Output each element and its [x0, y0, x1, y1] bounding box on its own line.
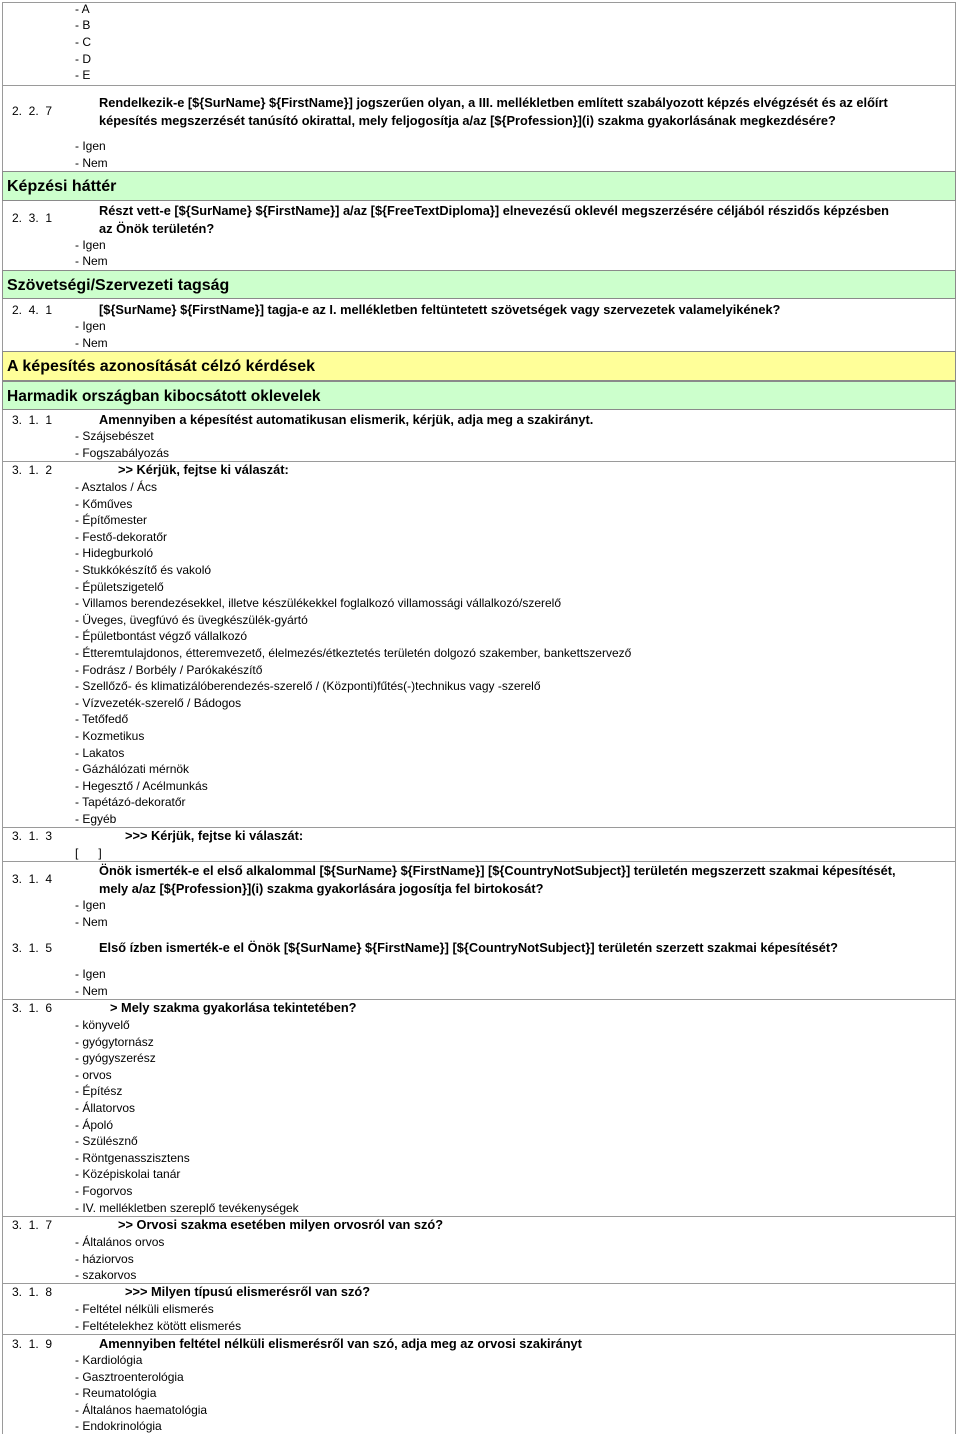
- option-item[interactable]: - Feltétel nélküli elismerés: [75, 1302, 214, 1316]
- option-item[interactable]: - Gázhálózati mérnök: [75, 762, 190, 776]
- option-b[interactable]: - B: [75, 18, 91, 32]
- option-item[interactable]: - Feltételekhez kötött elismerés: [75, 1319, 242, 1333]
- question-number: 3. 1. 7: [12, 1218, 53, 1232]
- option-item[interactable]: - Szellőző- és klimatizálóberendezés-szerelő / (Központi)fűtés(-)technikus vagy -szerelő: [75, 679, 541, 693]
- option-e[interactable]: - E: [75, 68, 91, 82]
- question-number: 3. 1. 4: [12, 872, 53, 886]
- section-header-kepzesi-hatter: Képzési háttér: [2, 171, 956, 201]
- option-item[interactable]: - Általános orvos: [75, 1235, 165, 1249]
- option-item[interactable]: - Épületszigetelő: [75, 580, 164, 594]
- question-text: Rendelkezik-e [${SurName} ${FirstName}] jogszerűen olyan, a III. mellékletben említett szabályozott képzés elvégzését és az előírt: [99, 95, 888, 110]
- question-text: képesítés megszerzését tanúsító okirattal, mely feljogosítja a/az [${Profession}](i) szakma gyakorlásának megkezdésére?: [99, 113, 836, 128]
- option-nem[interactable]: - Nem: [75, 254, 108, 268]
- option-nem[interactable]: - Nem: [75, 336, 108, 350]
- option-igen[interactable]: - Igen: [75, 898, 106, 912]
- question-number: 3. 1. 3: [12, 829, 53, 843]
- question-number: 3. 1. 9: [12, 1337, 53, 1351]
- free-text-input[interactable]: [ ]: [75, 846, 102, 860]
- option-item[interactable]: - Festő-dekoratőr: [75, 530, 168, 544]
- option-item[interactable]: - IV. mellékletben szereplő tevékenységek: [75, 1201, 299, 1215]
- question-number: 2. 3. 1: [12, 211, 53, 225]
- option-igen[interactable]: - Igen: [75, 139, 106, 153]
- question-number: 3. 1. 1: [12, 413, 53, 427]
- option-igen[interactable]: - Igen: [75, 967, 106, 981]
- option-item[interactable]: - Tapétázó-dekoratőr: [75, 795, 186, 809]
- option-item[interactable]: - Kőműves: [75, 497, 133, 511]
- option-fogszabalyozas[interactable]: - Fogszabályozás: [75, 446, 170, 460]
- section-header-szovetsegi-tagsag: Szövetségi/Szervezeti tagság: [2, 270, 956, 299]
- question-text: Önök ismerték-e el első alkalommal [${SurName} ${FirstName}] [${CountryNotSubject}] területén megszerzett szakmai képesítését,: [99, 863, 896, 878]
- option-item[interactable]: - Kardiológia: [75, 1353, 143, 1367]
- option-igen[interactable]: - Igen: [75, 238, 106, 252]
- question-text: Amennyiben feltétel nélküli elismerésről van szó, adja meg az orvosi szakirányt: [99, 1336, 582, 1351]
- option-item[interactable]: - Gasztroenterológia: [75, 1370, 184, 1384]
- question-text: >> Kérjük, fejtse ki válaszát:: [118, 462, 289, 477]
- option-item[interactable]: - Fogorvos: [75, 1184, 133, 1198]
- option-item[interactable]: - orvos: [75, 1068, 112, 1082]
- question-text: >>> Milyen típusú elismerésről van szó?: [125, 1284, 371, 1299]
- option-szajsebeszet[interactable]: - Szájsebészet: [75, 429, 154, 443]
- option-item[interactable]: - gyógyszerész: [75, 1051, 156, 1065]
- option-item[interactable]: - Endokrinológia: [75, 1419, 162, 1433]
- option-d[interactable]: - D: [75, 52, 91, 66]
- question-text: >> Orvosi szakma esetében milyen orvosról van szó?: [118, 1217, 444, 1232]
- option-item[interactable]: - Stukkókészítő és vakoló: [75, 563, 212, 577]
- option-item[interactable]: - Villamos berendezésekkel, illetve készülékekkel foglalkozó villamossági vállalkozó/szerelő: [75, 596, 562, 610]
- option-item[interactable]: - Szülésznő: [75, 1134, 138, 1148]
- option-item[interactable]: - Középiskolai tanár: [75, 1167, 181, 1181]
- option-nem[interactable]: - Nem: [75, 984, 108, 998]
- option-item[interactable]: - Ápoló: [75, 1118, 114, 1132]
- option-item[interactable]: - Építész: [75, 1084, 123, 1098]
- option-item[interactable]: - gyógytornász: [75, 1035, 154, 1049]
- question-text: > Mely szakma gyakorlása tekintetében?: [110, 1000, 357, 1015]
- option-item[interactable]: - Vízvezeték-szerelő / Bádogos: [75, 696, 242, 710]
- question-text: [${SurName} ${FirstName}] tagja-e az I. mellékletben feltüntetett szövetségek vagy szervezetek valamelyikének?: [99, 302, 781, 317]
- question-number: 2. 4. 1: [12, 303, 53, 317]
- divider: [2, 85, 956, 86]
- option-a[interactable]: - A: [75, 2, 90, 16]
- question-text: az Önök területén?: [99, 221, 215, 236]
- question-number: 2. 2. 7: [12, 104, 53, 118]
- option-item[interactable]: - Tetőfedő: [75, 712, 129, 726]
- option-item[interactable]: - könyvelő: [75, 1018, 130, 1032]
- option-item[interactable]: - szakorvos: [75, 1268, 137, 1282]
- option-item[interactable]: - Fodrász / Borbély / Parókakészítő: [75, 663, 263, 677]
- option-nem[interactable]: - Nem: [75, 156, 108, 170]
- option-item[interactable]: - háziorvos: [75, 1252, 134, 1266]
- question-text: mely a/az [${Profession}](i) szakma gyakorlására jogosítja fel birtokosát?: [99, 881, 544, 896]
- question-number: 3. 1. 2: [12, 463, 53, 477]
- option-item[interactable]: - Kozmetikus: [75, 729, 145, 743]
- option-item[interactable]: - Röntgenasszisztens: [75, 1151, 190, 1165]
- option-item[interactable]: - Hegesztő / Acélmunkás: [75, 779, 208, 793]
- section-header-azonositas: A képesítés azonosítását célzó kérdések: [2, 351, 956, 381]
- option-item[interactable]: - Lakatos: [75, 746, 125, 760]
- question-text: Részt vett-e [${SurName} ${FirstName}] a/az [${FreeTextDiploma}] elnevezésű oklevél megszerzésére céljából részidős képzésben: [99, 203, 889, 218]
- option-nem[interactable]: - Nem: [75, 915, 108, 929]
- question-number: 3. 1. 5: [12, 941, 53, 955]
- option-item[interactable]: - Épületbontást végző vállalkozó: [75, 629, 248, 643]
- option-item[interactable]: - Üveges, üvegfúvó és üvegkészülék-gyártó: [75, 613, 308, 627]
- option-item[interactable]: - Étteremtulajdonos, étteremvezető, élelmezés/étkeztetés területén dolgozó szakember, bankettszervező: [75, 646, 632, 660]
- option-igen[interactable]: - Igen: [75, 319, 106, 333]
- option-item[interactable]: - Általános haematológia: [75, 1403, 208, 1417]
- option-item[interactable]: - Asztalos / Ács: [75, 480, 158, 494]
- option-item[interactable]: - Állatorvos: [75, 1101, 136, 1115]
- question-number: 3. 1. 6: [12, 1001, 53, 1015]
- section-header-harmadik-orszag: Harmadik országban kibocsátott oklevelek: [2, 381, 956, 410]
- option-item[interactable]: - Egyéb: [75, 812, 117, 826]
- option-c[interactable]: - C: [75, 35, 91, 49]
- question-text: >>> Kérjük, fejtse ki válaszát:: [125, 828, 304, 843]
- question-text: Első ízben ismerték-e el Önök [${SurName} ${FirstName}] [${CountryNotSubject}] területén szerzett szakmai képesítését?: [99, 940, 838, 955]
- option-item[interactable]: - Építőmester: [75, 513, 148, 527]
- option-item[interactable]: - Reumatológia: [75, 1386, 157, 1400]
- option-item[interactable]: - Hidegburkoló: [75, 546, 154, 560]
- question-text: Amennyiben a képesítést automatikusan elismerik, kérjük, adja meg a szakirányt.: [99, 412, 594, 427]
- question-number: 3. 1. 8: [12, 1285, 53, 1299]
